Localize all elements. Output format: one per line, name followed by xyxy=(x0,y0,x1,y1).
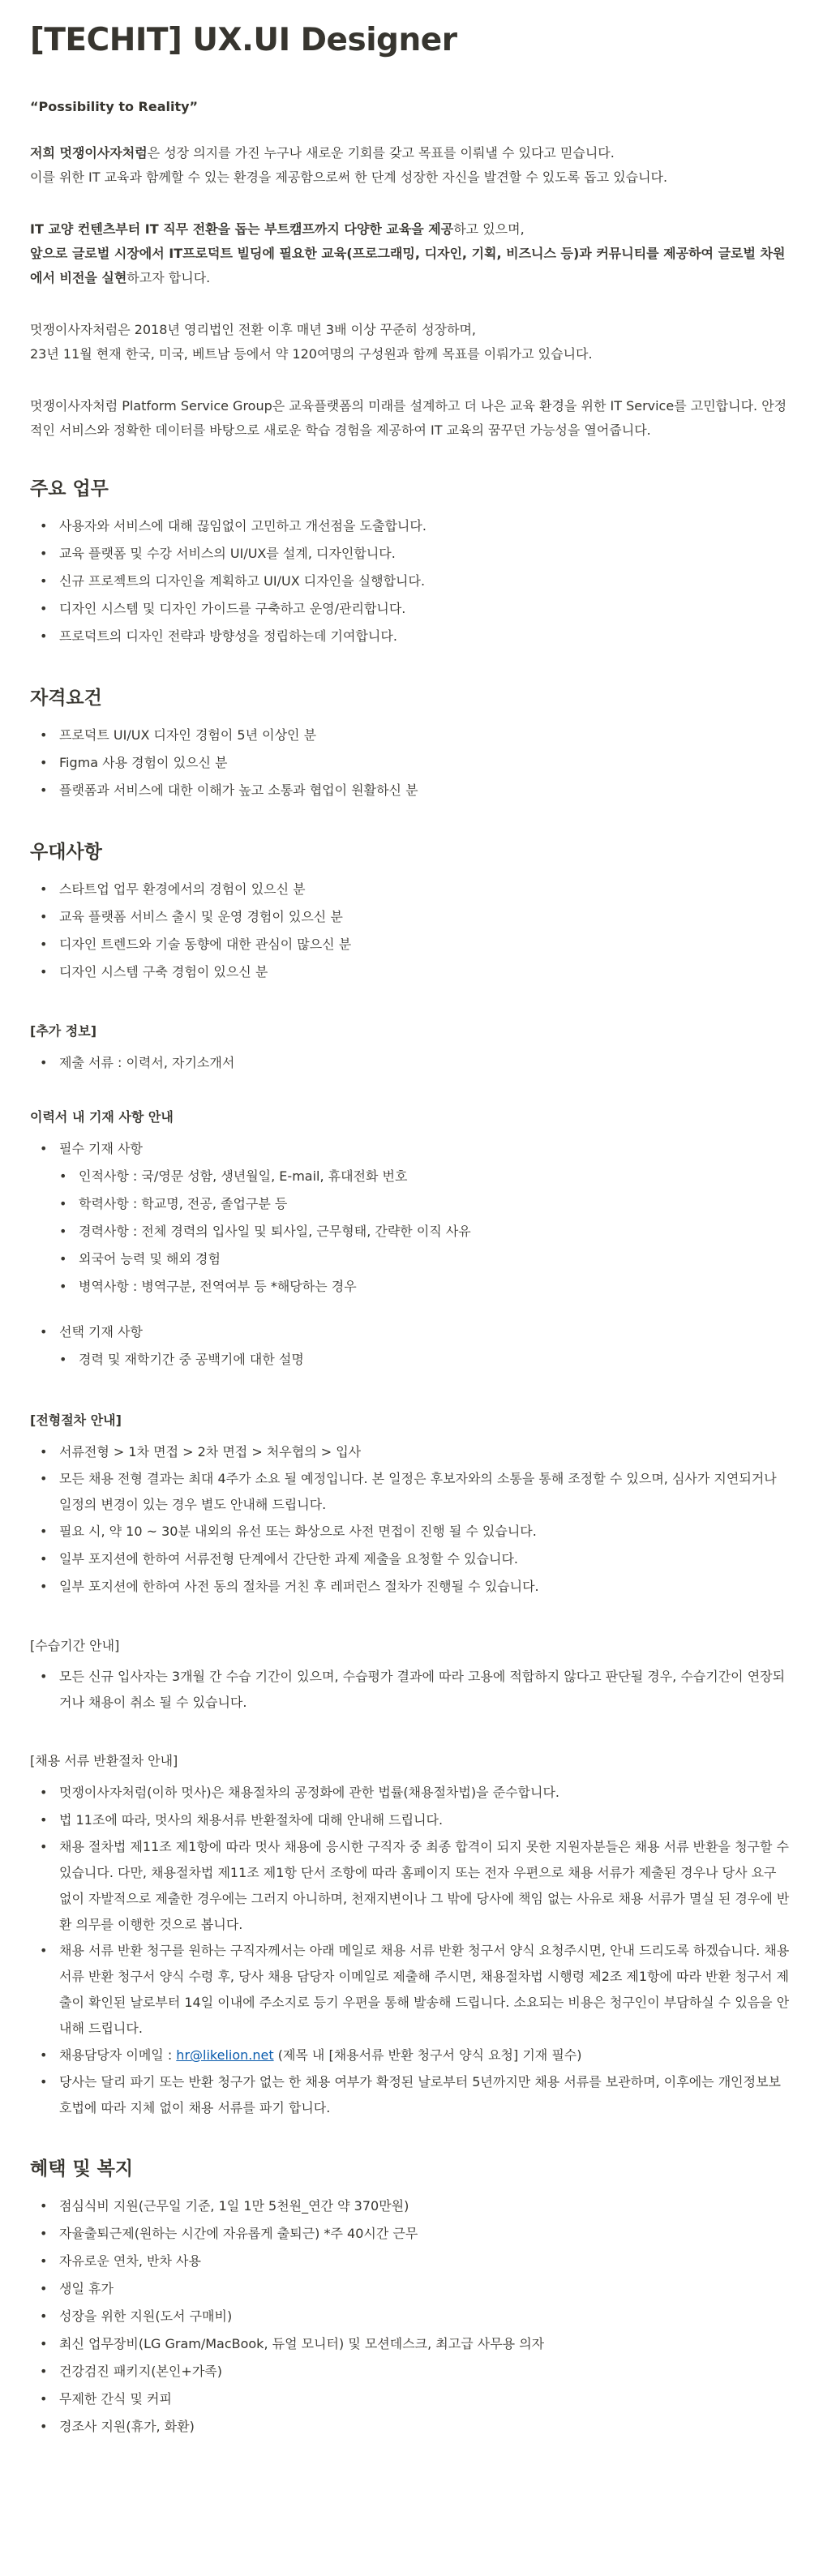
list-item: • 성장을 위한 지원(도서 구매비) xyxy=(51,2303,793,2330)
resume-guide-section xyxy=(30,1106,793,1374)
section-heading: 이력서 내 기재 사항 안내 xyxy=(30,1109,174,1125)
list-item: • 경력사항 : 전체 경력의 입사일 및 퇴사일, 근무형태, 간략한 이직 사유 xyxy=(71,1218,793,1245)
list-item: • 학력사항 : 학교명, 전공, 졸업구분 등 xyxy=(71,1190,793,1218)
list-item: • 일부 포지션에 한하여 서류전형 단계에서 간단한 과제 제출을 요청할 수 있습니다. xyxy=(51,1545,793,1573)
section-heading: [채용 서류 반환절차 안내] xyxy=(30,1753,178,1768)
intro-emphasis: 앞으로 글로벌 시장에서 IT프로덕트 빌딩에 필요한 교육(프로그래밍, 디자인, 기획, 비즈니스 등)과 커뮤니티를 제공하여 글로벌 차원에서 비전을 실현 xyxy=(30,246,786,285)
intro-paragraph-1 xyxy=(30,141,793,190)
list-item: • 디자인 시스템 구축 경험이 있으신 분 xyxy=(51,958,793,986)
list-item: • 병역사항 : 병역구분, 전역여부 등 *해당하는 경우 xyxy=(71,1273,793,1301)
section-heading: 주요 업무 xyxy=(30,478,109,499)
list-item: • 경력 및 재학기간 중 공백기에 대한 설명 xyxy=(71,1346,793,1374)
list-item: • 무제한 간식 및 커피 xyxy=(51,2385,793,2413)
resume-optional-list xyxy=(30,1346,793,1374)
resume-required-list xyxy=(30,1163,793,1301)
list-item xyxy=(51,2042,793,2069)
list-item: • 인적사항 : 국/영문 성함, 생년월일, E-mail, 휴대전화 번호 xyxy=(71,1163,793,1190)
intro-paragraph-3 xyxy=(30,318,793,366)
list-item: • 제출 서류 : 이력서, 자기소개서 xyxy=(51,1049,793,1077)
list-item: • 서류전형 > 1차 면접 > 2차 면접 > 처우협의 > 입사 xyxy=(51,1438,793,1466)
list-item: • 사용자와 서비스에 대해 끊임없이 고민하고 개선점을 도출합니다. xyxy=(51,512,793,540)
list-item: • Figma 사용 경험이 있으신 분 xyxy=(51,749,793,777)
extra-list xyxy=(30,1049,793,1077)
page-title: [TECHIT] UX.UI Designer xyxy=(30,22,457,58)
list-item: • 디자인 시스템 및 디자인 가이드를 구축하고 운영/관리합니다. xyxy=(51,595,793,623)
list-item: • 법 11조에 따라, 멋사의 채용서류 반환절차에 대해 안내해 드립니다. xyxy=(51,1807,793,1834)
list-item: • 디자인 트렌드와 기술 동향에 대한 관심이 많으신 분 xyxy=(51,931,793,958)
resume-list xyxy=(30,1318,793,1346)
list-item: • 외국어 능력 및 해외 경험 xyxy=(71,1245,793,1273)
email-note: (제목 내 [채용서류 반환 청구서 양식 요청] 기재 필수) xyxy=(273,2047,582,2063)
list-item: • 모든 신규 입사자는 3개월 간 수습 기간이 있으며, 수습평가 결과에 따라 고용에 적합하지 않다고 판단될 경우, 수습기간이 연장되거나 채용이 취소 될 수 있습니다. xyxy=(51,1664,793,1716)
slogan: “Possibility to Reality” xyxy=(30,99,199,114)
section-heading: [수습기간 안내] xyxy=(30,1638,120,1653)
list-item: • 필요 시, 약 10 ~ 30분 내외의 유선 또는 화상으로 사전 면접이 진행 될 수 있습니다. xyxy=(51,1518,793,1545)
list-item: • 플랫폼과 서비스에 대한 이해가 높고 소통과 협업이 원활하신 분 xyxy=(51,777,793,804)
intro-emphasis: IT 교양 컨텐츠부터 IT 직무 전환을 돕는 부트캠프까지 다양한 교육을 제공 xyxy=(30,221,454,237)
process-section xyxy=(30,1409,793,1601)
list-item: • 모든 채용 전형 결과는 최대 4주가 소요 될 예정입니다. 본 일정은 후보자와의 소통을 통해 조정할 수 있으며, 심사가 지연되거나 일정의 변경이 있는 경우 별도 안내해 드립니다. xyxy=(51,1466,793,1518)
list-item: • 신규 프로젝트의 디자인을 계획하고 UI/UX 디자인을 실행합니다. xyxy=(51,568,793,595)
probation-list xyxy=(30,1664,793,1716)
benefits-section xyxy=(30,2155,793,2441)
extra-info-section xyxy=(30,1020,793,1077)
list-item: • 점심식비 지원(근무일 기준, 1일 1만 5천원_연간 약 370만원) xyxy=(51,2192,793,2220)
duties-section xyxy=(30,475,793,650)
list-item: • 멋쟁이사자처럼(이하 멋사)은 채용절차의 공정화에 관한 법률(채용절차법)을 준수합니다. xyxy=(51,1779,793,1807)
requirements-list xyxy=(30,722,793,804)
list-item: • 교육 플랫폼 서비스 출시 및 운영 경험이 있으신 분 xyxy=(51,903,793,931)
section-heading: [전형절차 안내] xyxy=(30,1412,122,1428)
return-list xyxy=(30,1779,793,2121)
list-item: • 당사는 달리 파기 또는 반환 청구가 없는 한 채용 여부가 확정된 날로부터 5년까지만 채용 서류를 보관하며, 이후에는 개인정보보호법에 따라 지체 없이 채용 서류를 파기 합니다. xyxy=(51,2069,793,2121)
duties-list xyxy=(30,512,793,650)
section-heading: 우대사항 xyxy=(30,842,102,863)
requirements-section xyxy=(30,684,793,804)
list-item: • 채용 절차법 제11조 제1항에 따라 멋사 채용에 응시한 구직자 중 최종 합격이 되지 못한 지원자분들은 채용 서류 반환을 청구할 수 있습니다. 다만, 채용절차법 제11조 제1항 단서 조항에 따라 홈페이지 또는 전자 우편으로 채용 서류가 제출된 경우나 당사 요구 없이 자발적으로 제출한 경우에는 그러지 아니하며, 천재지변이나 그 밖에 당사에 책임 없는 사유로 채용 서류가 멸실 된 경우에 반환 의무를 이행한 것으로 봅니다. xyxy=(51,1834,793,1938)
list-item: • 자유로운 연차, 반차 사용 xyxy=(51,2248,793,2275)
resume-list xyxy=(30,1135,793,1163)
section-heading: [추가 정보] xyxy=(30,1023,97,1039)
preferred-list xyxy=(30,876,793,986)
intro-text: 하고 있으며, xyxy=(453,221,525,237)
probation-section xyxy=(30,1635,793,1716)
list-item: • 일부 포지션에 한하여 사전 동의 절차를 거친 후 레퍼런스 절차가 진행될 수 있습니다. xyxy=(51,1573,793,1601)
list-item: • 스타트업 업무 환경에서의 경험이 있으신 분 xyxy=(51,876,793,903)
intro-text: 23년 11월 현재 한국, 미국, 베트남 등에서 약 120여명의 구성원과 함께 목표를 이뤄가고 있습니다. xyxy=(30,346,593,362)
intro-text: 하고자 합니다. xyxy=(126,270,211,285)
list-item: • 필수 기재 사항 xyxy=(51,1135,793,1163)
list-item: • 생일 휴가 xyxy=(51,2275,793,2303)
intro-text: 멋쟁이사자처럼은 2018년 영리법인 전환 이후 매년 3배 이상 꾸준히 성장하며, xyxy=(30,322,476,337)
list-item: • 최신 업무장비(LG Gram/MacBook, 듀얼 모니터) 및 모션데스크, 최고급 사무용 의자 xyxy=(51,2330,793,2358)
intro-text: 이를 위한 IT 교육과 함께할 수 있는 환경을 제공함으로써 한 단계 성장한 자신을 발견할 수 있도록 돕고 있습니다. xyxy=(30,169,668,185)
section-heading: 혜택 및 복지 xyxy=(30,2158,134,2180)
list-item: • 교육 플랫폼 및 수강 서비스의 UI/UX를 설계, 디자인합니다. xyxy=(51,540,793,568)
list-item: • 프로덕트 UI/UX 디자인 경험이 5년 이상인 분 xyxy=(51,722,793,749)
benefits-list xyxy=(30,2192,793,2441)
list-item: • 선택 기재 사항 xyxy=(51,1318,793,1346)
list-item: • 건강검진 패키지(본인+가족) xyxy=(51,2358,793,2385)
hr-email-link[interactable]: hr@likelion.net xyxy=(176,2047,274,2063)
email-label: 채용담당자 이메일 : xyxy=(59,2047,177,2063)
intro-text: 은 성장 의지를 가진 누구나 새로운 기회를 갖고 목표를 이뤄낼 수 있다고 믿습니다. xyxy=(147,145,615,161)
list-item: • 프로덕트의 디자인 전략과 방향성을 정립하는데 기여합니다. xyxy=(51,623,793,650)
company-name: 저희 멋쟁이사자처럼 xyxy=(30,145,148,161)
preferred-section xyxy=(30,838,793,986)
list-item: • 채용 서류 반환 청구를 원하는 구직자께서는 아래 메일로 채용 서류 반환 청구서 양식 요청주시면, 안내 드리도록 하겠습니다. 채용 서류 반환 청구서 양식 수령 후, 당사 채용 담당자 이메일로 제출해 주시면, 채용절차법 시행령 제2조 제1항에 따라 반환 청구서 제출이 확인된 날로부터 14일 이내에 주소지로 등기 우편을 통해 발송해 드립니다. 소요되는 비용은 청구인이 부담하실 수 있음을 안내해 드립니다. xyxy=(51,1938,793,2042)
intro-paragraph-2 xyxy=(30,217,793,290)
section-heading: 자격요건 xyxy=(30,688,102,709)
document-return-section xyxy=(30,1750,793,2121)
list-item: • 자율출퇴근제(원하는 시간에 자유롭게 출퇴근) *주 40시간 근무 xyxy=(51,2220,793,2248)
list-item: • 경조사 지원(휴가, 화환) xyxy=(51,2413,793,2441)
intro-paragraph-4: 멋쟁이사자처럼 Platform Service Group은 교육플랫폼의 미래를 설계하고 더 나은 교육 환경을 위한 IT Service를 고민합니다. 안정적인 서비스와 정확한 데이터를 바탕으로 새로운 학습 경험을 제공하여 IT 교육의 꿈꾸던 가능성을 열어줍니다. xyxy=(30,398,787,438)
process-list xyxy=(30,1438,793,1601)
